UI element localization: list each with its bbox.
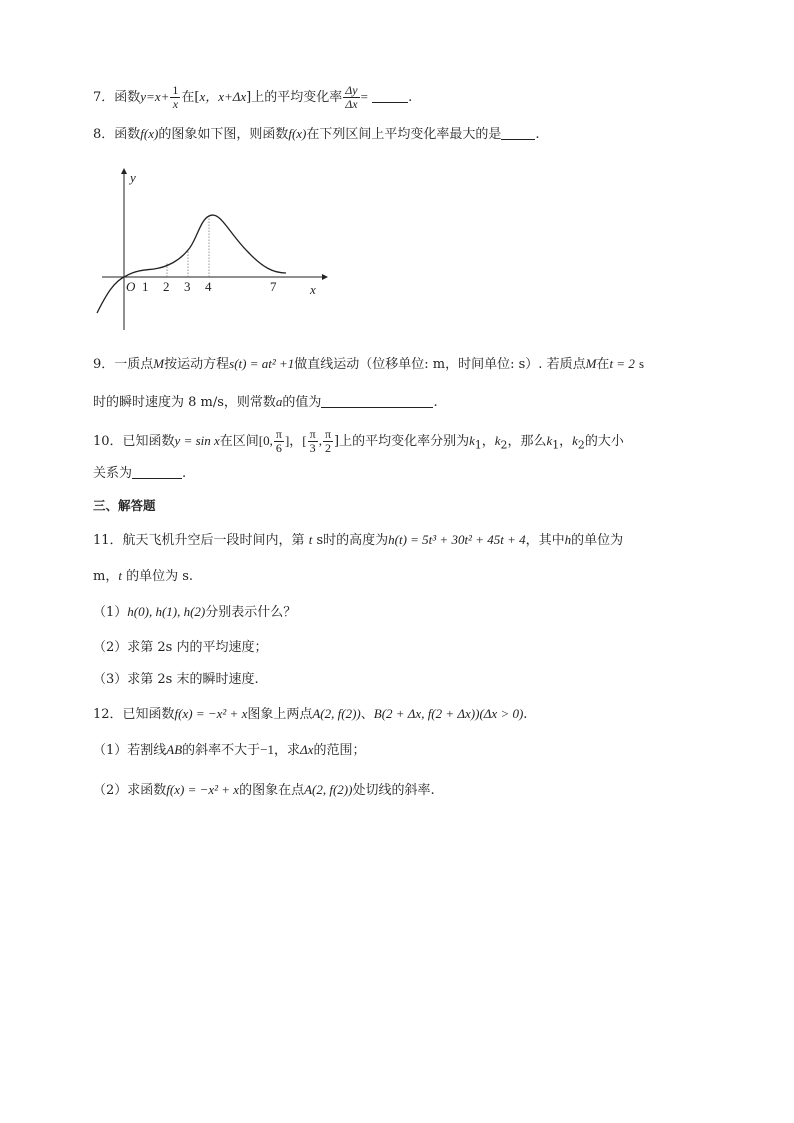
question-7 [93,84,412,111]
q11-text-4: 的单位为 [571,533,624,548]
q12-end: . [523,707,528,722]
q7-equals: = [360,89,368,104]
tick-label-4: 4 [205,279,212,294]
question-11-part-1 [93,602,296,623]
q7-frac-denominator: x [172,97,179,111]
q11-t-2: t [118,568,122,583]
q9-M: M [153,356,165,371]
y-axis-arrow [121,168,127,174]
q11-p1-label: （1） [93,605,128,620]
q9-text-2: 按运动方程 [164,357,230,372]
q12-neg-one: −1 [260,742,275,757]
q10-k2: k [494,433,501,448]
q8-text-3: 在下列区间上平均变化率最大的是 [306,127,502,142]
question-12-part-1 [93,740,365,761]
q8-text-1: 8．函数 [93,127,141,142]
q12-equation: f(x) = −x² + x [174,706,248,721]
question-10-line-2 [93,464,186,484]
q7-rate-denominator: Δx [345,97,358,111]
q10-text-3: ]上的平均变化率分别为 [334,434,470,449]
q12-delta-x: Δx [300,742,314,757]
q10-text-5: 的大小 [584,434,624,449]
q8-end: . [535,127,540,142]
origin-label: O [126,279,136,294]
q10-two: 2 [324,441,331,455]
q7-frac-numerator: 1 [172,83,179,97]
question-12-line-1 [93,704,527,725]
q11-p1-text: 分别表示什么？ [205,605,297,620]
y-axis-label: y [130,170,136,185]
q11-h: h [564,532,572,547]
function-graph [88,160,338,335]
q7-end: . [408,90,413,105]
q11-line2-m: m， [93,569,119,584]
q7-rate-fraction [343,84,359,111]
q8-fx-2: f(x) [288,126,307,141]
q8-answer-blank [501,125,535,140]
q12-point-A: A(2, f(2)) [312,706,361,721]
q9-unit: s [638,356,645,371]
q10-text-1: 10．已知函数 [93,434,175,449]
q10-frac-pi-2 [323,428,333,455]
question-8 [93,124,540,145]
question-11-line-1 [93,530,623,551]
tick-label-7: 7 [270,279,277,294]
q7-prefix: 7．函数 [93,90,141,105]
q12-p1-text-d: 的范围； [313,743,366,758]
q12-p2-equation: f(x) = −x² + x [166,782,240,797]
q10-frac-pi-6 [274,428,284,455]
q9-t-equals: t = 2 [609,356,635,371]
q10-frac-pi-3 [308,428,318,455]
q11-line2-text: 的单位为 s. [126,569,194,584]
question-9-line-2 [93,392,438,413]
q10-k1-b: k [546,433,553,448]
q10-end: . [182,466,187,481]
tick-label-2: 2 [163,279,170,294]
q12-p2-text-c: 处切线的斜率. [352,783,435,798]
q11-equation: h(t) = 5t³ + 30t² + 45t + 4 [388,532,526,547]
q12-p1-text-c: ，求 [274,743,301,758]
q12-p2-text-a: （2）求函数 [93,783,167,798]
q10-three: 3 [309,441,316,455]
q7-fraction [170,84,180,111]
q12-point-B: B(2 + Δx, f(2 + Δx))(Δx > 0) [373,706,524,721]
q9-text-3: 做直线运动（位移单位: m，时间单位: s）. 若质点 [294,357,586,372]
question-11-line-2 [93,566,193,587]
q10-pi-2: π [309,427,316,441]
q9-line2-text: 时的瞬时速度为 8 m/s，则常数 [93,395,276,410]
q11-text-1: 11．航天飞机升空后一段时间内，第 [93,533,305,548]
question-10-line-1: 10．已知函数y = sin x在区间[0, $\frac{\pi}{6}$ ]，[ $\frac{\pi}{3}$ , $\frac{\pi}{2}$ ]上的平均变化率分别为$k_1$，$k_2$，那么$k_1$，$k_2$的大小 [93,427,624,455]
x-axis-arrow [322,274,328,280]
q10-six: 6 [275,441,282,455]
q10-line2: 关系为 [93,466,133,481]
q7-function: y=x+ [140,89,170,104]
q7-rate-numerator: Δy [345,83,358,97]
q9-text-4: 在 [596,357,610,372]
q10-function: y = sin x [174,433,220,448]
section-heading: 三、解答题 [93,498,156,513]
q12-p2-text-b: 的图象在点 [239,783,305,798]
q12-p1-text-b: 的斜率不大于 [182,743,261,758]
question-11-part-2: （2）求第 2s 内的平均速度； [93,640,268,655]
q12-text-1: 12．已知函数 [93,707,175,722]
q9-answer-blank [321,393,433,408]
tick-label-1: 1 [142,279,149,294]
q7-interval: x，x+Δx [199,89,247,104]
tick-label-3: 3 [184,279,191,294]
q7-text-1: 在[ [181,90,200,105]
q12-p1-text-a: （1）若割线 [93,743,167,758]
q10-pi-1: π [275,427,282,441]
q10-k1: k [469,433,475,448]
question-11-part-3: （3）求第 2s 末的瞬时速度. [93,672,259,687]
q9-a: a [275,394,283,409]
q7-answer-blank [372,88,408,103]
q9-M-2: M [585,356,597,371]
function-curve [97,215,286,313]
q10-answer-blank [132,464,182,479]
x-axis-label: x [310,282,316,297]
q10-pi-3: π [324,427,331,441]
q11-p1-expression: h(0), h(1), h(2) [127,604,206,619]
q9-line2-text-b: 的值为 [282,395,322,410]
q9-end: . [433,395,438,410]
q7-text-2: ]上的平均变化率 [246,90,343,105]
q10-text-4: ，那么 [507,434,547,449]
q11-text-3: ，其中 [525,533,565,548]
q10-interval-1-open: [0, [258,433,273,448]
q10-text-2: 在区间 [219,434,259,449]
q12-text-2: 图象上两点 [247,707,313,722]
q12-separator: 、 [360,707,374,722]
q11-text-2: s时的高度为 [316,533,389,548]
q8-fx-1: f(x) [140,126,159,141]
q9-equation: s(t) = at² +1 [229,356,295,371]
q8-text-2: 的图象如下图，则函数 [158,127,289,142]
question-9-line-1 [93,354,644,375]
q12-p2-point-A: A(2, f(2)) [304,782,353,797]
q12-AB: AB [166,742,183,757]
q11-t: t [308,532,313,547]
question-12-part-2 [93,780,435,801]
q10-k2-b: k [572,433,578,448]
q9-text-1: 9．一质点 [93,357,154,372]
